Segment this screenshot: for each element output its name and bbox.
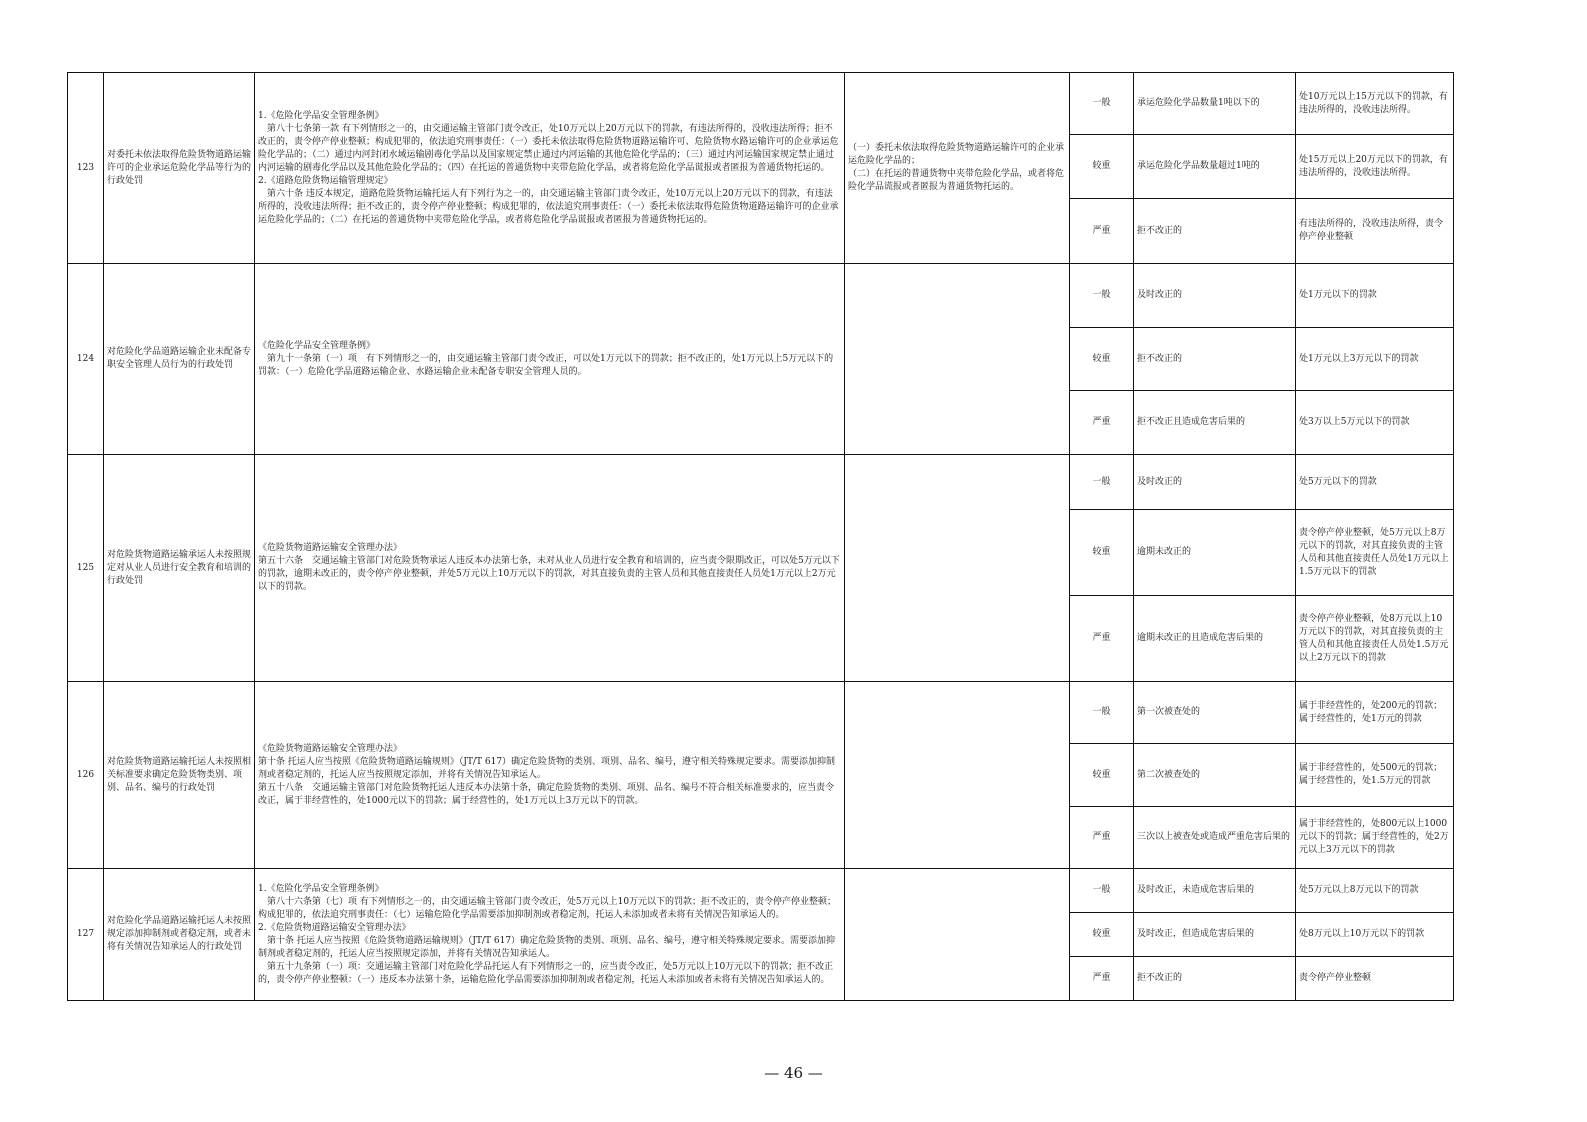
circumstance: 承运危险化学品数量超过1吨的 (1134, 135, 1296, 199)
severity-level: 严重 (1070, 596, 1134, 682)
violation-note (845, 869, 1070, 1001)
penalty-standard: 属于非经营性的，处500元的罚款；属于经营性的，处1.5万元的罚款 (1296, 744, 1454, 807)
penalty-standard: 属于非经营性的，处800元以上1000元以下的罚款；属于经营性的，处2万元以上3万元以下的罚款 (1296, 807, 1454, 869)
page-number: — 46 — (764, 1064, 823, 1082)
table-row (68, 682, 1454, 744)
penalty-standard: 处3万以上5万元以下的罚款 (1296, 391, 1454, 455)
table-row (68, 73, 1454, 135)
circumstance: 逾期未改正的 (1134, 510, 1296, 596)
severity-level: 严重 (1070, 391, 1134, 455)
table-row (68, 455, 1454, 510)
severity-level: 严重 (1070, 957, 1134, 1001)
legal-basis: 《危险化学品安全管理条例》 第九十一条第（一）项 有下列情形之一的，由交通运输主管部门责令改正，可以处1万元以下的罚款；拒不改正的，处1万元以上5万元以下的罚款：（一）危险化学品道路运输企业、水路运输企业未配备专职安全管理人员的。 (255, 264, 845, 455)
legal-basis: 1.《危险化学品安全管理条例》 第八十七条第一款 有下列情形之一的，由交通运输主管部门责令改正，处10万元以上20万元以下的罚款，有违法所得的，没收违法所得；拒不改正的，责令停产停业整顿；构成犯罪的，依法追究刑事责任：（一）委托未依法取得危险货物道路运输许可、危险货物水路运输许可的企业承运危险化学品的；（二）通过内河封闭水域运输剧毒化学品以及国家规定禁止通过内河运输的其他危险化学品的；（三）通过内河运输国家规定禁止通过内河运输的剧毒化学品以及其他危险化学品的；（四）在托运的普通货物中夹带危险化学品，或者将危险化学品谎报或者匿报为普通货物托运的。 2.《道路危险货物运输管理规定》 第六十条 违反本规定，道路危险货物运输托运人有下列行为之一的，由交通运输主管部门责令改正，处10万元以上20万元以下的罚款，有违法所得的，没收违法所得；拒不改正的，责令停产停业整顿；构成犯罪的，依法追究刑事责任：（一）委托未依法取得危险货物道路运输许可的企业承运危险化学品的；（二）在托运的普通货物中夹带危险化学品，或者将危险化学品谎报或者匿报为普通货物托运的。 (255, 73, 845, 264)
table-body (68, 73, 1454, 1001)
item-name: 对委托未依法取得危险货物道路运输许可的企业承运危险化学品等行为的行政处罚 (104, 73, 255, 264)
circumstance: 拒不改正的 (1134, 199, 1296, 264)
severity-level: 一般 (1070, 455, 1134, 510)
severity-level: 较重 (1070, 510, 1134, 596)
severity-level: 较重 (1070, 328, 1134, 391)
circumstance: 及时改正，但造成危害后果的 (1134, 913, 1296, 957)
circumstance: 拒不改正的 (1134, 957, 1296, 1001)
table-row (68, 869, 1454, 913)
circumstance: 拒不改正的 (1134, 328, 1296, 391)
circumstance: 及时改正的 (1134, 264, 1296, 328)
severity-level: 一般 (1070, 682, 1134, 744)
severity-level: 严重 (1070, 199, 1134, 264)
penalty-standard: 处8万元以上10万元以下的罚款 (1296, 913, 1454, 957)
severity-level: 较重 (1070, 913, 1134, 957)
violation-note (845, 264, 1070, 455)
penalty-standard: 处15万元以上20万元以下的罚款，有违法所得的，没收违法所得。 (1296, 135, 1454, 199)
circumstance: 及时改正，未造成危害后果的 (1134, 869, 1296, 913)
table-row (68, 264, 1454, 328)
penalty-standard: 处10万元以上15万元以下的罚款，有违法所得的，没收违法所得。 (1296, 73, 1454, 135)
circumstance: 第二次被查处的 (1134, 744, 1296, 807)
penalty-standard: 有违法所得的，没收违法所得，责令停产停业整顿 (1296, 199, 1454, 264)
item-name: 对危险货物道路运输托运人未按照相关标准要求确定危险货物类别、项别、品名、编号的行政处罚 (104, 682, 255, 869)
penalty-standard: 处5万元以下的罚款 (1296, 455, 1454, 510)
legal-basis: 1.《危险化学品安全管理条例》 第八十六条第（七）项 有下列情形之一的，由交通运输主管部门责令改正，处5万元以上10万元以下的罚款；拒不改正的，责令停产停业整顿；构成犯罪的，依法追究刑事责任：（七）运输危险化学品需要添加抑制剂或者稳定剂，托运人未添加或者未将有关情况告知承运人的。 2.《危险货物道路运输安全管理办法》 第十条 托运人应当按照《危险货物道路运输规则》（JT/T 617）确定危险货物的类别、项别、品名、编号，遵守相关特殊规定要求。需要添加抑制剂或者稳定剂的，托运人应当按照规定添加，并将有关情况告知承运人。 第五十九条第（一）项：交通运输主管部门对危险化学品托运人有下列情形之一的，应当责令改正，处5万元以上10万元以下的罚款；拒不改正的，责令停产停业整顿：（一）违反本办法第十条，运输危险化学品需要添加抑制剂或者稳定剂，托运人未添加或者未将有关情况告知承运人的。 (255, 869, 845, 1001)
severity-level: 严重 (1070, 807, 1134, 869)
penalty-standard: 处1万元以下的罚款 (1296, 264, 1454, 328)
circumstance: 承运危险化学品数量1吨以下的 (1134, 73, 1296, 135)
circumstance: 第一次被查处的 (1134, 682, 1296, 744)
penalty-standard: 责令停产停业整顿 (1296, 957, 1454, 1001)
circumstance: 拒不改正且造成危害后果的 (1134, 391, 1296, 455)
item-number: 126 (68, 682, 104, 869)
penalty-standard-table (67, 72, 1454, 1001)
severity-level: 一般 (1070, 869, 1134, 913)
penalty-standard: 责令停产停业整顿，处5万元以上8万元以下的罚款，对其直接负责的主管人员和其他直接责任人员处1万元以上1.5万元以下的罚款 (1296, 510, 1454, 596)
legal-basis: 《危险货物道路运输安全管理办法》 第十条 托运人应当按照《危险货物道路运输规则》（JT/T 617）确定危险货物的类别、项别、品名、编号，遵守相关特殊规定要求。需要添加抑制剂或者稳定剂的，托运人应当按照规定添加，并将有关情况告知承运人。 第五十八条 交通运输主管部门对危险货物托运人违反本办法第十条，确定危险货物的类别、项别、品名、编号不符合相关标准要求的，应当责令改正，属于非经营性的，处1000元以下的罚款；属于经营性的，处1万元以上3万元以下的罚款。 (255, 682, 845, 869)
item-name: 对危险化学品道路运输托运人未按照规定添加抑制剂或者稳定剂，或者未将有关情况告知承运人的行政处罚 (104, 869, 255, 1001)
violation-note: （一）委托未依法取得危险货物道路运输许可的企业承运危险化学品的； （二）在托运的普通货物中夹带危险化学品，或者将危险化学品谎报或者匿报为普通货物托运的。 (845, 73, 1070, 264)
legal-basis: 《危险货物道路运输安全管理办法》 第五十六条 交通运输主管部门对危险货物承运人违反本办法第七条，未对从业人员进行安全教育和培训的，应当责令限期改正，可以处5万元以下的罚款，逾期未改正的，责令停产停业整顿，并处5万元以上10万元以下的罚款，对其直接负责的主管人员和其他直接责任人员处1万元以上2万元以下的罚款。 (255, 455, 845, 682)
item-number: 125 (68, 455, 104, 682)
severity-level: 一般 (1070, 264, 1134, 328)
severity-level: 一般 (1070, 73, 1134, 135)
circumstance: 逾期未改正的且造成危害后果的 (1134, 596, 1296, 682)
severity-level: 较重 (1070, 744, 1134, 807)
item-number: 127 (68, 869, 104, 1001)
circumstance: 及时改正的 (1134, 455, 1296, 510)
item-number: 123 (68, 73, 104, 264)
penalty-standard: 处5万元以上8万元以下的罚款 (1296, 869, 1454, 913)
penalty-standard: 处1万元以上3万元以下的罚款 (1296, 328, 1454, 391)
item-name: 对危险货物道路运输承运人未按照规定对从业人员进行安全教育和培训的行政处罚 (104, 455, 255, 682)
violation-note (845, 682, 1070, 869)
circumstance: 三次以上被查处或造成严重危害后果的 (1134, 807, 1296, 869)
item-number: 124 (68, 264, 104, 455)
item-name: 对危险化学品道路运输企业未配备专职安全管理人员行为的行政处罚 (104, 264, 255, 455)
violation-note (845, 455, 1070, 682)
severity-level: 较重 (1070, 135, 1134, 199)
penalty-standard: 属于非经营性的，处200元的罚款；属于经营性的，处1万元的罚款 (1296, 682, 1454, 744)
penalty-standard: 责令停产停业整顿，处8万元以上10万元以下的罚款，对其直接负责的主管人员和其他直接责任人员处1.5万元以上2万元以下的罚款 (1296, 596, 1454, 682)
